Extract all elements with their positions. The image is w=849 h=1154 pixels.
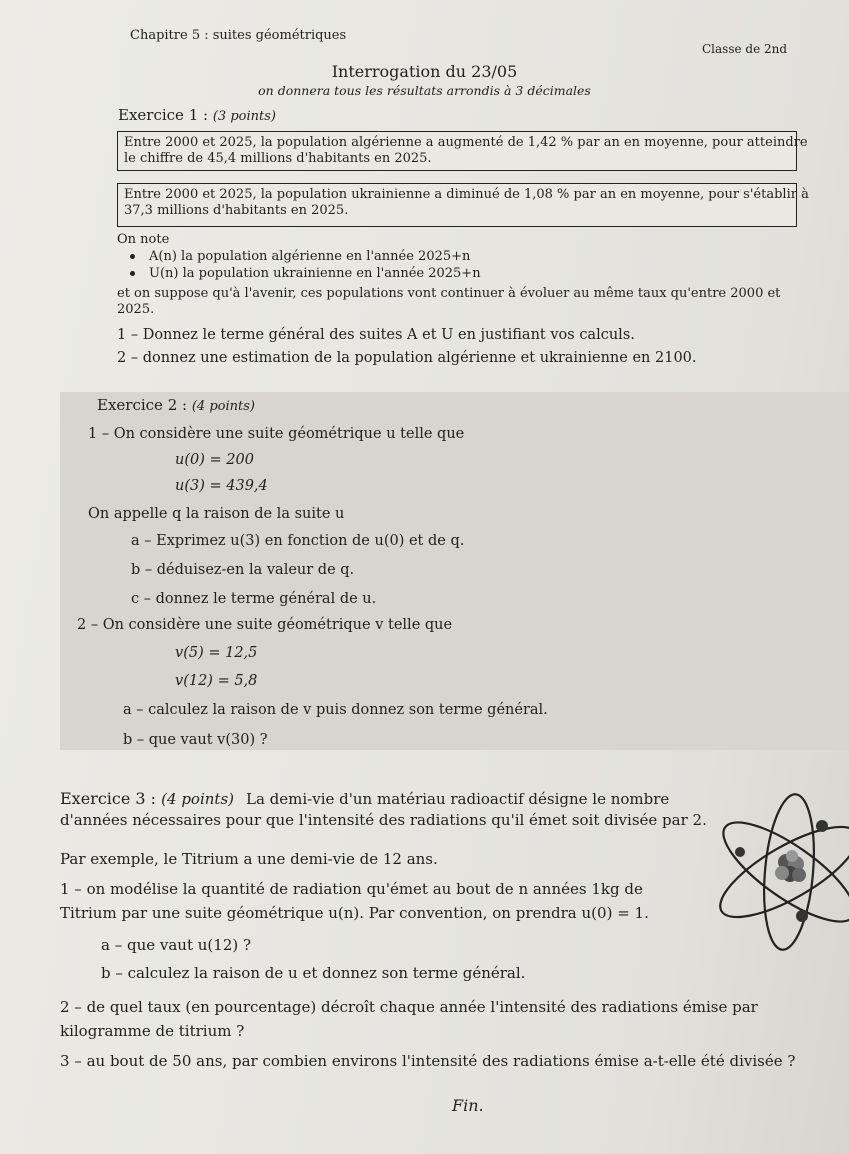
exercise-2-points: (4 points) (191, 399, 255, 414)
exercise-2-label: Exercice 2 : (97, 396, 192, 414)
exercise-3-question-1-line-1: 1 – on modélise la quantité de radiation qu'émet au bout de n années 1kg de (60, 880, 643, 898)
class-label: Classe de 2nd (702, 42, 788, 56)
on-note: On note (117, 232, 170, 247)
algeria-info-box (117, 131, 808, 171)
suppose-line-2: 2025. (117, 302, 155, 317)
exercise-3-heading-line (60, 789, 669, 808)
end-marker: Fin. (452, 1096, 484, 1115)
v12-value: v(12) = 5,8 (175, 673, 258, 689)
exercise-2-question-1: 1 – On considère une suite géométrique u telle que (88, 426, 465, 442)
exercise-3-points: (4 points) (161, 790, 234, 808)
exercise-3-intro-1: La demi-vie d'un matériau radioactif désigne le nombre (246, 790, 670, 808)
exercise-3-label: Exercice 3 : (60, 789, 162, 808)
v5-value: v(5) = 12,5 (175, 645, 258, 661)
exercise-2-heading (97, 396, 255, 414)
ukraine-info-line-2: 37,3 millions d'habitants en 2025. (124, 203, 349, 218)
exercise-1-question-2: 2 – donnez une estimation de la population algérienne et ukrainienne en 2100. (117, 350, 697, 366)
exercise-3-question-1b: b – calculez la raison de u et donnez son terme général. (101, 964, 526, 982)
exercise-3-question-2-line-2: kilogramme de titrium ? (60, 1022, 245, 1040)
bullet-dot (130, 271, 135, 276)
page-subtitle: on donnera tous les résultats arrondis à 3 décimales (258, 83, 591, 98)
u3-value: u(3) = 439,4 (175, 478, 268, 494)
exercise-1-question-1: 1 – Donnez le terme général des suites A et U en justifiant vos calculs. (117, 327, 635, 343)
exercise-1-label: Exercice 1 : (118, 106, 213, 124)
exercise-3-intro-2: d'années nécessaires pour que l'intensité des radiations qu'il émet soit divisée par 2. (60, 811, 707, 829)
exercise-2-question-1c: c – donnez le terme général de u. (131, 591, 377, 607)
u0-value: u(0) = 200 (175, 452, 254, 468)
exercise-2-question-1a: a – Exprimez u(3) en fonction de u(0) et de q. (131, 533, 465, 549)
bullet-ukraine (130, 266, 481, 281)
exercise-1-heading (118, 106, 276, 124)
algeria-info-line-1: Entre 2000 et 2025, la population algérienne a augmenté de 1,42 % par an en moyenne, pour atteindre (124, 135, 808, 150)
exercise-3-question-1-line-2: Titrium par une suite géométrique u(n). Par convention, on prendra u(0) = 1. (60, 904, 649, 922)
bullet-algeria (130, 249, 470, 264)
exercise-2-question-1b: b – déduisez-en la valeur de q. (131, 562, 355, 578)
page-title: Interrogation du 23/05 (331, 62, 518, 81)
bullet-algeria-text: A(n) la population algérienne en l'année 2025+n (149, 249, 471, 264)
suppose-line-1: et on suppose qu'à l'avenir, ces populations vont continuer à évoluer au même taux qu'entre 2000 et (117, 286, 781, 301)
algeria-info-line-2: le chiffre de 45,4 millions d'habitants en 2025. (124, 151, 432, 166)
exercise-2-question-2a: a – calculez la raison de v puis donnez son terme général. (123, 702, 548, 718)
bullet-ukraine-text: U(n) la population ukrainienne en l'année 2025+n (149, 266, 481, 281)
exercise-3-question-3: 3 – au bout de 50 ans, par combien environs l'intensité des radiations émise a-t-elle été divisée ? (60, 1052, 796, 1070)
exercise-3-question-2-line-1: 2 – de quel taux (en pourcentage) décroît chaque année l'intensité des radiations émise par (60, 998, 758, 1016)
bullet-dot (130, 254, 135, 259)
ukraine-info-box (117, 183, 809, 227)
exercise-3-example: Par exemple, le Titrium a une demi-vie de 12 ans. (60, 850, 438, 868)
atom-icon (704, 792, 849, 952)
ukraine-info-line-1: Entre 2000 et 2025, la population ukrainienne a diminué de 1,08 % par an en moyenne, pour s'établir à (124, 187, 809, 202)
raison-definition: On appelle q la raison de la suite u (88, 506, 345, 522)
exercise-3-question-1a: a – que vaut u(12) ? (101, 936, 252, 954)
exercise-1-points: (3 points) (212, 109, 276, 124)
chapter-title: Chapitre 5 : suites géométriques (130, 28, 347, 43)
exercise-2-question-2: 2 – On considère une suite géométrique v telle que (77, 617, 453, 633)
exercise-2-question-2b: b – que vaut v(30) ? (123, 732, 268, 748)
